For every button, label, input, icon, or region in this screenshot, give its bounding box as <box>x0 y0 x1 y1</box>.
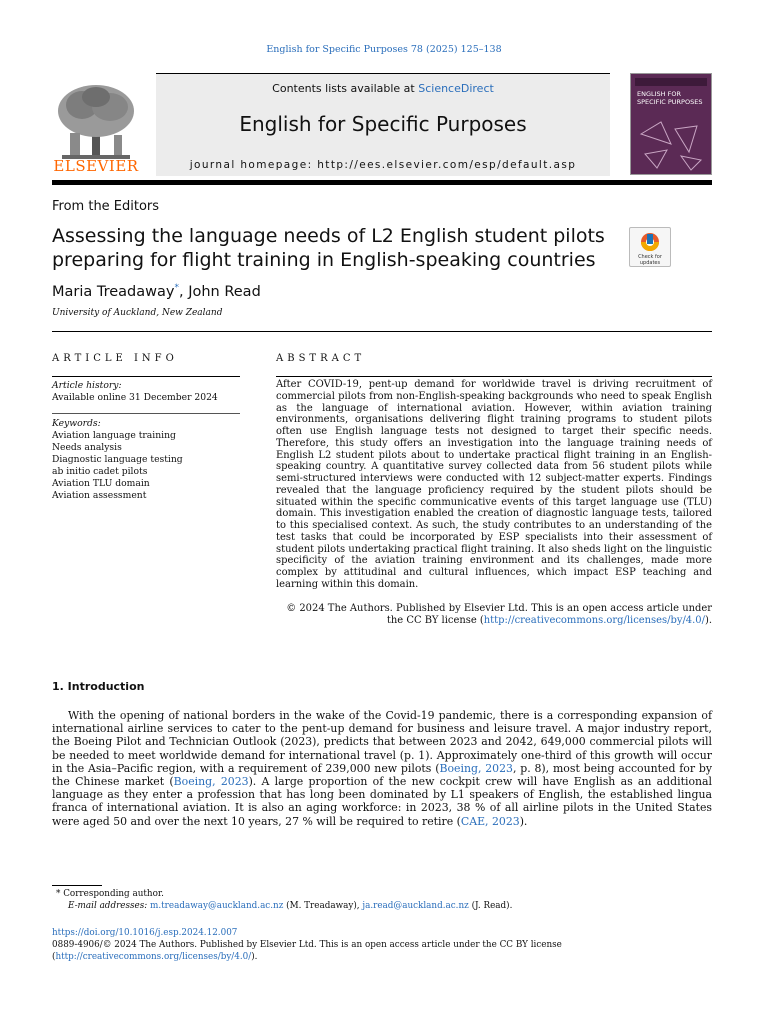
header-rule <box>52 180 712 185</box>
abstract-text: After COVID-19, pent-up demand for worldwide travel is driving recruitment of commercial pilots from non-English-speaking backgrounds who need to speak English as the language of international aviation. However, within aviation training environments, organisations delivering flight training programs to student pilots often use English language tests not designed to target their specific needs. Therefore, this study offers an investigation into the language training needs of English L2 student pilots about to undertake practical flight training in an English-speaking country. A quantitative survey collected data from 56 student pilots while semi-structured interviews were conducted with 12 subject-matter experts. Findings revealed that the language proficiency required by the student pilots should be situated within the specific communicative events of this target language use (TLU) domain. This investigation enabled the creation of diagnostic language tests, tailored to this specialised context. As such, the study contributes to an understanding of the test tasks that could be incorporated by ESP specialists into their assessment of student pilots undertaking practical flight training. It also sheds light on the linguistic specificity of the aviation training environment and its challenges, made more complex by attitudinal and cultural influences, which impact ESP teaching and learning within this domain. <box>276 379 712 590</box>
contents-prefix: Contents lists available at <box>272 82 419 95</box>
intro-text-3: ). A large proportion of the new cockpit crew will have English as an additional language as they enter a profession that has long been dominated by L1 speakers of English, the established lingua franca of international aviation. It is also an aging workforce: in 2023, 38 % of all airline pilots in the United States were aged 50 and over the next 10 years, 27 % will be required to retire ( <box>52 775 713 828</box>
corresponding-author-note: * Corresponding author. <box>56 889 164 899</box>
email-suffix: (M. Treadaway), <box>283 901 363 911</box>
abstract-heading: ABSTRACT <box>276 353 366 364</box>
header-box <box>156 73 610 176</box>
keyword: ab initio cadet pilots <box>52 466 148 477</box>
journal-cover-image[interactable] <box>630 73 712 175</box>
keywords-label: Keywords: <box>52 418 101 429</box>
license-prefix: © 2024 The Authors. Published by Elsevier Ltd. This is an open access article under the CC BY license ( <box>286 603 712 626</box>
keywords <box>52 418 240 502</box>
article-info-heading: ARTICLE INFO <box>52 353 178 364</box>
keyword: Aviation TLU domain <box>52 478 150 489</box>
reference-link-boeing[interactable]: Boeing, 2023 <box>173 775 249 789</box>
keyword: Aviation language training <box>52 430 176 441</box>
journal-citation[interactable]: English for Specific Purposes 78 (2025) 125–138 <box>266 44 502 55</box>
bottom-license-link[interactable]: http://creativecommons.org/licenses/by/4.0/ <box>55 952 252 962</box>
doi-link[interactable]: https://doi.org/10.1016/j.esp.2024.12.007 <box>52 928 238 938</box>
journal-title: English for Specific Purposes <box>239 112 527 136</box>
bottom-info <box>52 927 712 963</box>
email-label: E-mail addresses: <box>68 901 150 911</box>
introduction-paragraph <box>52 709 712 828</box>
abstract-rule <box>276 376 712 377</box>
journal-header <box>52 73 712 183</box>
email-link-treadaway[interactable]: m.treadaway@auckland.ac.nz <box>150 901 284 911</box>
keywords-rule <box>52 413 240 414</box>
authors <box>52 283 261 300</box>
reference-link-cae[interactable]: CAE, 2023 <box>460 814 520 828</box>
intro-text-2: , p. 8), most being accounted for by the Chinese market ( <box>52 761 712 789</box>
journal-homepage[interactable]: journal homepage: http://ees.elsevier.com/esp/default.asp <box>189 159 577 171</box>
keyword: Needs analysis <box>52 442 122 453</box>
email-line <box>52 900 712 912</box>
author-separator: , <box>178 283 189 300</box>
sciencedirect-link[interactable]: ScienceDirect <box>418 82 494 95</box>
article-info-rule <box>52 376 240 377</box>
affiliation: University of Auckland, New Zealand <box>52 308 223 318</box>
email-link-read[interactable]: ja.read@auckland.ac.nz <box>362 901 469 911</box>
history-value: Available online 31 December 2024 <box>52 391 218 403</box>
copyright-line <box>52 939 712 963</box>
author-2[interactable]: John Read <box>188 283 261 300</box>
reference-link-boeing[interactable]: Boeing, 2023 <box>439 761 513 775</box>
corresponding-author-mark[interactable]: * <box>174 283 179 293</box>
footnote-rule <box>52 885 102 886</box>
history-label: Article history: <box>52 380 122 391</box>
copyright-suffix: ). <box>251 952 258 962</box>
copyright-text: 0889-4906/© 2024 The Authors. Published by Elsevier Ltd. This is an open access article under the CC BY license ( <box>52 940 562 962</box>
abstract-license <box>276 603 712 627</box>
article-title: Assessing the language needs of L2 English student pilots preparing for flight training in English-speaking countries <box>52 225 605 271</box>
email-suffix: (J. Read). <box>468 901 513 911</box>
intro-text-4: ). <box>519 814 528 828</box>
license-suffix: ). <box>704 614 712 626</box>
elsevier-wordmark: ELSEVIER <box>53 157 139 175</box>
article-history <box>52 380 240 403</box>
contents-line <box>156 82 610 95</box>
check-for-updates-label: Check for updates <box>638 254 662 266</box>
introduction-heading: 1. Introduction <box>52 680 145 693</box>
article-type: From the Editors <box>52 199 160 214</box>
keyword: Diagnostic language testing <box>52 454 183 465</box>
cc-license-link[interactable]: http://creativecommons.org/licenses/by/4.0/ <box>483 614 705 626</box>
keyword: Aviation assessment <box>52 490 147 501</box>
cover-title: ENGLISH FOR SPECIFIC PURPOSES <box>637 90 703 106</box>
section-rule <box>52 331 712 332</box>
footnotes <box>52 888 712 912</box>
check-for-updates-icon[interactable] <box>629 227 671 267</box>
author-1[interactable]: Maria Treadaway <box>52 283 175 300</box>
intro-text-1: With the opening of national borders in the wake of the Covid-19 pandemic, there is a corresponding expansion of international airline services to cater to the pent-up demand for business and leisure travel. A major industry report, the Boeing Pilot and Technician Outlook (2023), predicts that between 2023 and 2042, 649,000 commercial pilots will be needed to meet worldwide demand for international travel (p. 1). Approximately one-third of this growth will occur in the Asia–Pacific region, with a requirement of 239,000 new pilots ( <box>52 709 712 775</box>
